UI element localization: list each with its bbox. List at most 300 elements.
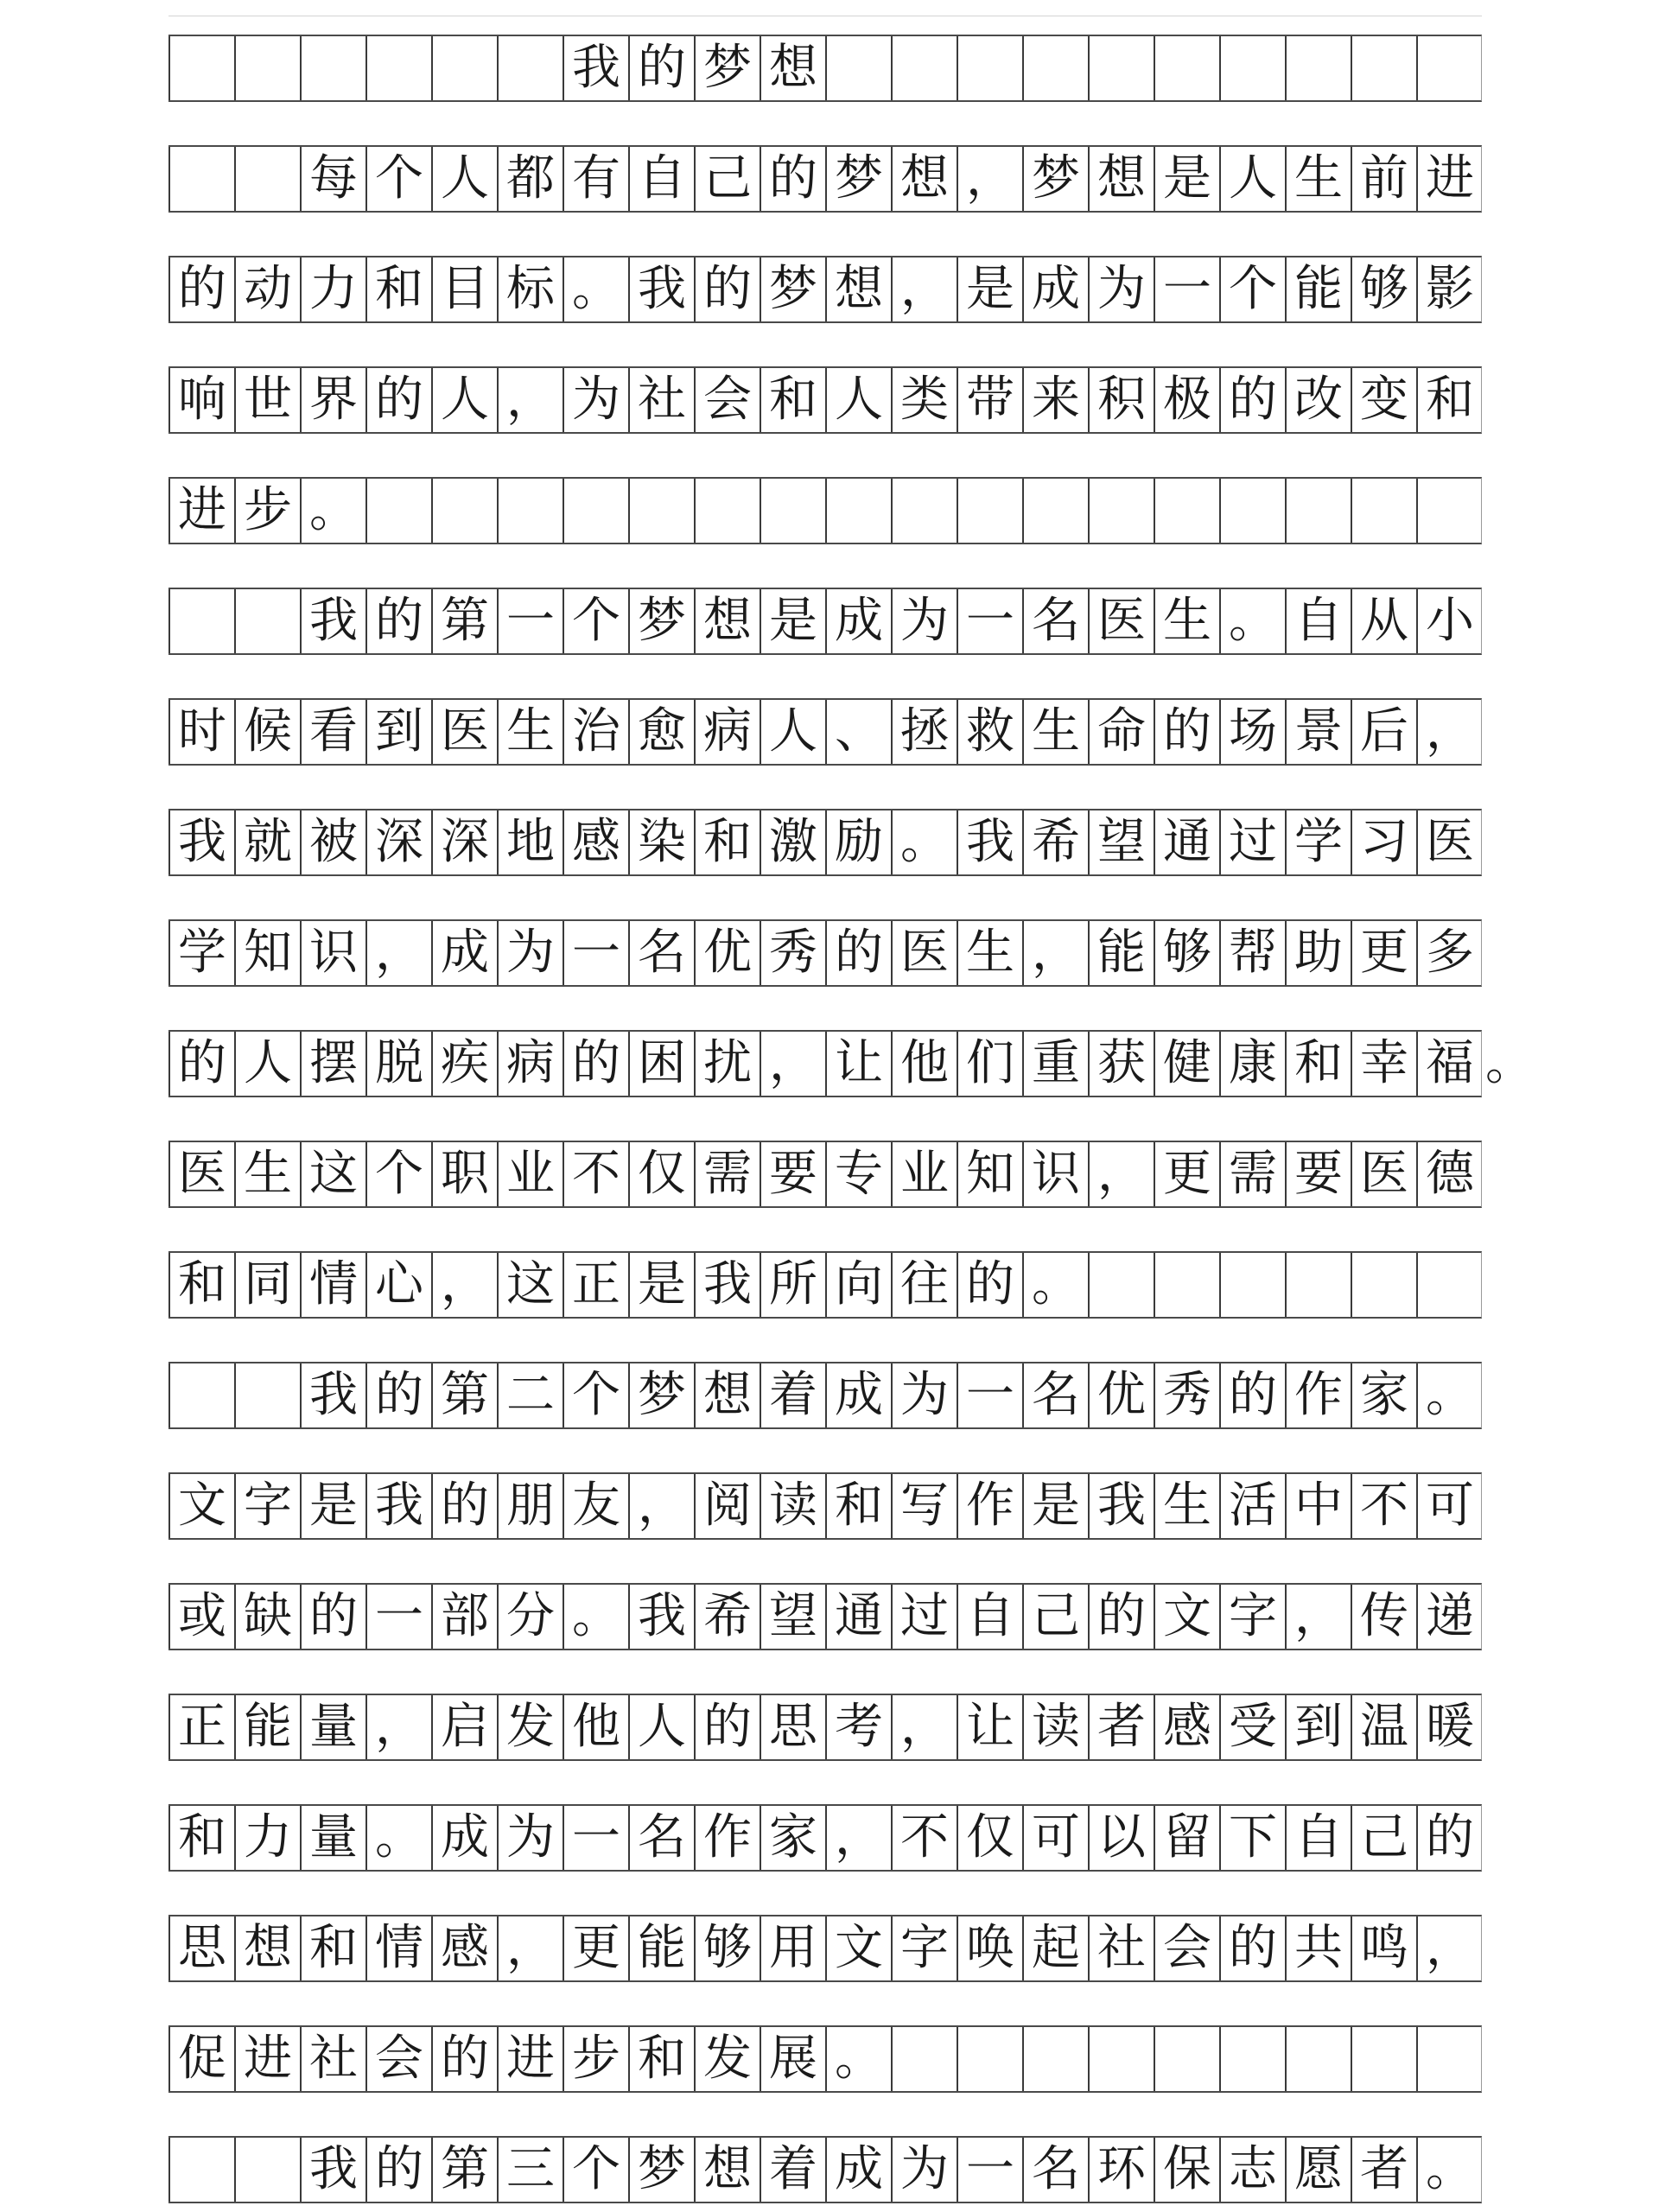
- grid-cell: 步: [234, 479, 300, 543]
- grid-cell: 和: [168, 1806, 234, 1870]
- grid-cell: 名: [1022, 1363, 1088, 1427]
- empty-grid-cell: [1154, 1253, 1219, 1317]
- grid-cell: 想: [891, 147, 957, 211]
- grid-cell: 激: [760, 810, 825, 874]
- grid-cell: 是: [628, 1253, 694, 1317]
- grid-row: [168, 919, 1482, 987]
- grid-cell: 的: [1219, 368, 1285, 432]
- grid-cell: 一: [1154, 257, 1219, 321]
- grid-cell: 我: [168, 810, 234, 874]
- grid-cell: 为: [891, 589, 957, 653]
- grid-cell: 个: [365, 1142, 431, 1206]
- grid-cell: 。: [825, 2027, 891, 2091]
- grid-cell: 是: [1154, 147, 1219, 211]
- grid-cell: 进: [1416, 147, 1482, 211]
- grid-cell: 过: [1219, 810, 1285, 874]
- grid-cell: 文: [825, 1916, 891, 1980]
- grid-cell: 助: [1285, 921, 1351, 985]
- grid-cell: 要: [760, 1142, 825, 1206]
- grid-cell: 和: [365, 257, 431, 321]
- grid-cell: 缺: [234, 1585, 300, 1649]
- grid-cell: 更: [1154, 1142, 1219, 1206]
- grid-cell: 自: [1285, 589, 1351, 653]
- grid-cell: 的: [431, 1474, 497, 1538]
- grid-row: [168, 1583, 1482, 1650]
- grid-cell: 想: [1088, 147, 1154, 211]
- grid-cell: 地: [497, 810, 563, 874]
- grid-cell: 染: [628, 810, 694, 874]
- grid-cell: 他: [891, 1032, 957, 1096]
- grid-cell: 。: [365, 1806, 431, 1870]
- empty-grid-cell: [1416, 2027, 1482, 2091]
- grid-row: [168, 1362, 1482, 1429]
- grid-cell: 名: [628, 1806, 694, 1870]
- grid-cell: ，: [1022, 921, 1088, 985]
- grid-cell: 的: [760, 147, 825, 211]
- grid-cell: 类: [891, 368, 957, 432]
- grid-cell: 够: [1351, 257, 1416, 321]
- grid-cell: 梦: [694, 36, 760, 100]
- empty-grid-cell: [1416, 36, 1482, 100]
- grid-cell: 医: [891, 921, 957, 985]
- grid-cell: 会: [365, 2027, 431, 2091]
- grid-cell: 暖: [1416, 1695, 1482, 1759]
- grid-cell: 正: [168, 1695, 234, 1759]
- grid-cell: 家: [1351, 1363, 1416, 1427]
- grid-cell: 够: [694, 1916, 760, 1980]
- grid-cell: 成: [1022, 257, 1088, 321]
- grid-cell: 和: [694, 810, 760, 874]
- grid-cell: 社: [1088, 1916, 1154, 1980]
- grid-cell: 动: [234, 257, 300, 321]
- grid-cell: 更: [563, 1916, 628, 1980]
- grid-cell: 小: [1416, 589, 1482, 653]
- grid-cell: 能: [1088, 921, 1154, 985]
- grid-cell: 二: [497, 1363, 563, 1427]
- grid-cell: 识: [300, 921, 365, 985]
- empty-grid-cell: [1088, 1253, 1154, 1317]
- grid-cell: 中: [1285, 1474, 1351, 1538]
- grid-cell: 成: [825, 2138, 891, 2202]
- grid-cell: 用: [760, 1916, 825, 1980]
- grid-cell: 康: [1219, 1032, 1285, 1096]
- grid-cell: ，: [760, 1032, 825, 1096]
- grid-cell: 不: [563, 1142, 628, 1206]
- grid-cell: 的: [168, 1032, 234, 1096]
- grid-cell: 我: [563, 36, 628, 100]
- empty-grid-cell: [957, 36, 1022, 100]
- grid-cell: 三: [497, 2138, 563, 2202]
- grid-cell: 望: [1088, 810, 1154, 874]
- empty-grid-cell: [497, 479, 563, 543]
- grid-cell: 受: [1219, 1695, 1285, 1759]
- empty-grid-cell: [825, 36, 891, 100]
- grid-cell: 部: [431, 1585, 497, 1649]
- empty-grid-cell: [1351, 2027, 1416, 2091]
- grid-cell: 业: [497, 1142, 563, 1206]
- grid-cell: 都: [497, 147, 563, 211]
- grid-cell: 知: [234, 921, 300, 985]
- grid-cell: 生: [1285, 147, 1351, 211]
- grid-cell: 获: [1088, 1032, 1154, 1096]
- grid-cell: ，: [497, 1916, 563, 1980]
- empty-grid-cell: [1022, 479, 1088, 543]
- empty-grid-cell: [628, 479, 694, 543]
- grid-cell: 界: [300, 368, 365, 432]
- grid-cell: 治: [563, 700, 628, 764]
- grid-cell: ，: [891, 257, 957, 321]
- grid-cell: 的: [694, 1695, 760, 1759]
- grid-cell: 社: [300, 2027, 365, 2091]
- empty-grid-cell: [1285, 36, 1351, 100]
- grid-cell: 每: [300, 147, 365, 211]
- grid-cell: 生: [957, 921, 1022, 985]
- grid-cell: 名: [628, 921, 694, 985]
- empty-grid-cell: [168, 1363, 234, 1427]
- grid-cell: 一: [563, 921, 628, 985]
- grid-cell: 一: [563, 1806, 628, 1870]
- grid-cell: 第: [431, 2138, 497, 2202]
- grid-cell: 思: [760, 1695, 825, 1759]
- empty-grid-cell: [234, 1363, 300, 1427]
- grid-cell: 人: [431, 368, 497, 432]
- grid-cell: 德: [1416, 1142, 1482, 1206]
- grid-cell: 传: [1351, 1585, 1416, 1649]
- grid-cell: 展: [760, 2027, 825, 2091]
- empty-grid-cell: [168, 2138, 234, 2202]
- grid-cell: 有: [563, 147, 628, 211]
- grid-cell: 人: [825, 368, 891, 432]
- grid-cell: 。: [563, 257, 628, 321]
- grid-cell: 是: [760, 589, 825, 653]
- grid-cell: 够: [1154, 921, 1219, 985]
- empty-grid-cell: [234, 147, 300, 211]
- grid-cell: ，: [825, 1806, 891, 1870]
- grid-cell: 影: [1416, 257, 1482, 321]
- grid-cell: 或: [168, 1585, 234, 1649]
- grid-cell: 是: [957, 257, 1022, 321]
- grid-cell: 唤: [957, 1916, 1022, 1980]
- grid-cell: 发: [497, 1695, 563, 1759]
- grid-cell: 名: [1022, 589, 1088, 653]
- grid-cell: 的: [365, 589, 431, 653]
- grid-cell: 和: [825, 1474, 891, 1538]
- grid-cell: 为: [497, 1806, 563, 1870]
- empty-grid-cell: [825, 479, 891, 543]
- grid-cell: 的: [563, 1032, 628, 1096]
- grid-cell: 医: [1351, 1142, 1416, 1206]
- grid-cell: 促: [168, 2027, 234, 2091]
- grid-cell: 社: [628, 368, 694, 432]
- grid-cell: 励: [825, 810, 891, 874]
- grid-cell: 和: [628, 2027, 694, 2091]
- grid-cell: ，: [891, 1695, 957, 1759]
- grid-cell: 健: [1154, 1032, 1219, 1096]
- grid-cell: 为: [891, 1363, 957, 1427]
- grid-cell: 我: [1088, 1474, 1154, 1538]
- empty-grid-cell: [1219, 479, 1285, 543]
- grid-cell: 看: [300, 700, 365, 764]
- grid-cell: 需: [694, 1142, 760, 1206]
- grid-cell: 会: [694, 368, 760, 432]
- grid-cell: 向: [825, 1253, 891, 1317]
- grid-cell: 让: [825, 1032, 891, 1096]
- grid-cell: 友: [563, 1474, 628, 1538]
- grid-cell: ，: [365, 921, 431, 985]
- empty-grid-cell: [1088, 479, 1154, 543]
- grid-cell: 能: [234, 1695, 300, 1759]
- empty-grid-cell: [1351, 36, 1416, 100]
- empty-grid-cell: [1154, 2027, 1219, 2091]
- grid-cell: 秀: [1154, 1363, 1219, 1427]
- grid-cell: 可: [1022, 1806, 1088, 1870]
- empty-grid-cell: [957, 2027, 1022, 2091]
- grid-cell: 秀: [760, 921, 825, 985]
- grid-cell: 能: [1285, 257, 1351, 321]
- grid-cell: 朋: [497, 1474, 563, 1538]
- grid-cell: ，: [431, 1253, 497, 1317]
- grid-cell: 通: [1154, 810, 1219, 874]
- grid-cell: 的: [431, 2027, 497, 2091]
- empty-grid-cell: [1022, 2027, 1088, 2091]
- grid-cell: 、: [825, 700, 891, 764]
- grid-cell: 被: [300, 810, 365, 874]
- grid-cell: 改: [1285, 368, 1351, 432]
- grid-cell: 梦: [1022, 147, 1088, 211]
- grid-row: [168, 809, 1482, 876]
- grid-cell: 读: [1022, 1695, 1088, 1759]
- grid-cell: 量: [300, 1695, 365, 1759]
- grid-cell: 。: [300, 479, 365, 543]
- grid-cell: 我: [694, 1253, 760, 1317]
- empty-grid-cell: [1219, 2027, 1285, 2091]
- grid-cell: 自: [957, 1585, 1022, 1649]
- grid-cell: 生: [1022, 700, 1088, 764]
- empty-grid-cell: [168, 36, 234, 100]
- grid-cell: 这: [300, 1142, 365, 1206]
- grid-cell: 到: [1285, 1695, 1351, 1759]
- title-row: [168, 35, 1482, 102]
- grid-cell: 和: [168, 1253, 234, 1317]
- grid-cell: 我: [300, 1363, 365, 1427]
- grid-cell: 想: [825, 257, 891, 321]
- grid-cell: 进: [168, 479, 234, 543]
- grid-cell: 摆: [300, 1032, 365, 1096]
- grid-cell: 。: [1416, 1363, 1482, 1427]
- grid-cell: 就: [234, 810, 300, 874]
- empty-grid-cell: [1088, 2027, 1154, 2091]
- grid-cell: 自: [628, 147, 694, 211]
- grid-cell: 我: [628, 257, 694, 321]
- grid-cell: 正: [563, 1253, 628, 1317]
- empty-grid-cell: [1285, 2027, 1351, 2091]
- grid-cell: 作: [1285, 1363, 1351, 1427]
- grid-cell: 不: [891, 1806, 957, 1870]
- empty-grid-cell: [891, 2027, 957, 2091]
- grid-cell: ，: [1088, 1142, 1154, 1206]
- grid-cell: 过: [891, 1585, 957, 1649]
- grid-cell: 我: [957, 810, 1022, 874]
- grid-cell: 一: [365, 1585, 431, 1649]
- grid-cell: 景: [1285, 700, 1351, 764]
- grid-cell: 他: [563, 1695, 628, 1759]
- grid-cell: 目: [431, 257, 497, 321]
- grid-cell: 场: [1219, 700, 1285, 764]
- grid-cell: 望: [760, 1585, 825, 1649]
- grid-cell: 为: [497, 921, 563, 985]
- empty-grid-cell: [1219, 36, 1285, 100]
- grid-cell: 希: [694, 1585, 760, 1649]
- grid-cell: 的: [168, 257, 234, 321]
- grid-cell: 会: [1154, 1916, 1219, 1980]
- grid-cell: 和: [300, 1916, 365, 1980]
- grid-cell: 极: [1154, 368, 1219, 432]
- grid-cell: 个: [563, 1363, 628, 1427]
- grid-cell: 候: [234, 700, 300, 764]
- grid-cell: 生: [1154, 1474, 1219, 1538]
- grid-cell: 愈: [628, 700, 694, 764]
- empty-grid-cell: [891, 36, 957, 100]
- grid-cell: 为: [891, 2138, 957, 2202]
- grid-cell: 第: [431, 589, 497, 653]
- grid-row: [168, 1915, 1482, 1982]
- grid-cell: 量: [300, 1806, 365, 1870]
- grid-cell: 心: [365, 1253, 431, 1317]
- grid-cell: 积: [1088, 368, 1154, 432]
- grid-cell: 的: [628, 36, 694, 100]
- empty-grid-cell: [234, 589, 300, 653]
- grid-cell: 发: [694, 2027, 760, 2091]
- grid-cell: 深: [365, 810, 431, 874]
- grid-cell: 的: [1088, 1585, 1154, 1649]
- grid-cell: 帮: [1219, 921, 1285, 985]
- grid-cell: 是: [1022, 1474, 1088, 1538]
- grid-cell: 幸: [1351, 1032, 1416, 1096]
- grid-cell: 温: [1351, 1695, 1416, 1759]
- grid-cell: 人: [1219, 147, 1285, 211]
- grid-cell: 作: [957, 1474, 1022, 1538]
- grid-cell: 脱: [365, 1032, 431, 1096]
- grid-cell: 名: [1022, 2138, 1088, 2202]
- grid-cell: 读: [760, 1474, 825, 1538]
- grid-cell: 学: [1285, 810, 1351, 874]
- grid-cell: 文: [168, 1474, 234, 1538]
- empty-grid-cell: [1416, 1253, 1482, 1317]
- grid-cell: 通: [825, 1585, 891, 1649]
- grid-cell: ，: [1285, 1585, 1351, 1649]
- grid-cell: 多: [1416, 921, 1482, 985]
- grid-cell: 不: [1351, 1474, 1416, 1538]
- grid-cell: 下: [1219, 1806, 1285, 1870]
- grid-cell: 个: [1219, 257, 1285, 321]
- empty-grid-cell: [365, 36, 431, 100]
- grid-cell: 更: [1351, 921, 1416, 985]
- grid-cell: 一: [497, 589, 563, 653]
- grid-cell: 能: [628, 1916, 694, 1980]
- empty-grid-cell: [760, 479, 825, 543]
- grid-cell: 知: [957, 1142, 1022, 1206]
- grid-cell: 标: [497, 257, 563, 321]
- grid-cell: 留: [1154, 1806, 1219, 1870]
- grid-row: [168, 1804, 1482, 1872]
- grid-row: [168, 477, 1482, 544]
- grid-cell: 想: [694, 2138, 760, 2202]
- grid-cell: 者: [1351, 2138, 1416, 2202]
- grid-cell: 。: [1416, 2138, 1482, 2202]
- grid-cell: 想: [694, 1363, 760, 1427]
- grid-cell: 感: [1154, 1695, 1219, 1759]
- grid-cell: 想: [760, 36, 825, 100]
- grid-row: [168, 1030, 1482, 1097]
- grid-row: [168, 1251, 1482, 1319]
- grid-cell: 习: [1351, 810, 1416, 874]
- empty-grid-cell: [1088, 36, 1154, 100]
- grid-cell: 递: [1416, 1585, 1482, 1649]
- grid-cell: 生: [234, 1142, 300, 1206]
- grid-cell: 响: [168, 368, 234, 432]
- grid-cell: 一: [957, 589, 1022, 653]
- grid-cell: 己: [1351, 1806, 1416, 1870]
- empty-grid-cell: [431, 36, 497, 100]
- grid-row: [168, 1141, 1482, 1208]
- grid-cell: 第: [431, 1363, 497, 1427]
- grid-cell: 想: [694, 589, 760, 653]
- grid-cell: 梦: [760, 257, 825, 321]
- grid-cell: 需: [1219, 1142, 1285, 1206]
- grid-cell: 梦: [628, 2138, 694, 2202]
- grid-cell: 希: [1022, 810, 1088, 874]
- grid-cell: 为: [563, 368, 628, 432]
- grid-cell: 来: [1022, 368, 1088, 432]
- grid-cell: 医: [1088, 589, 1154, 653]
- grid-cell: ，: [365, 1695, 431, 1759]
- grid-cell: 进: [234, 2027, 300, 2091]
- empty-grid-cell: [1285, 479, 1351, 543]
- grid-cell: 阅: [694, 1474, 760, 1538]
- grid-cell: 。: [1219, 589, 1285, 653]
- grid-cell: 。: [891, 810, 957, 874]
- empty-grid-cell: [497, 36, 563, 100]
- grid-cell: 个: [365, 147, 431, 211]
- grid-cell: 世: [234, 368, 300, 432]
- grid-row: [168, 256, 1482, 323]
- grid-cell: 业: [891, 1142, 957, 1206]
- empty-grid-cell: [234, 36, 300, 100]
- grid-cell: 力: [300, 257, 365, 321]
- grid-cell: 们: [957, 1032, 1022, 1096]
- grid-cell: 成: [825, 589, 891, 653]
- grid-cell: 个: [563, 589, 628, 653]
- grid-cell: 梦: [825, 147, 891, 211]
- grid-cell: 病: [694, 700, 760, 764]
- grid-cell: 的: [1154, 700, 1219, 764]
- grid-cell: 所: [760, 1253, 825, 1317]
- grid-cell: ，: [497, 368, 563, 432]
- grid-cell: 保: [1154, 2138, 1219, 2202]
- grid-cell: 步: [563, 2027, 628, 2091]
- empty-grid-cell: [1219, 1253, 1285, 1317]
- grid-cell: 救: [957, 700, 1022, 764]
- empty-grid-cell: [1154, 36, 1219, 100]
- grid-cell: 变: [1351, 368, 1416, 432]
- grid-cell: 己: [694, 147, 760, 211]
- grid-cell: 病: [497, 1032, 563, 1096]
- grid-cell: 感: [431, 1916, 497, 1980]
- grid-cell: 梦: [628, 1363, 694, 1427]
- grid-cell: 要: [1285, 1142, 1351, 1206]
- grid-cell: 的: [694, 257, 760, 321]
- grid-cell: 自: [1285, 1806, 1351, 1870]
